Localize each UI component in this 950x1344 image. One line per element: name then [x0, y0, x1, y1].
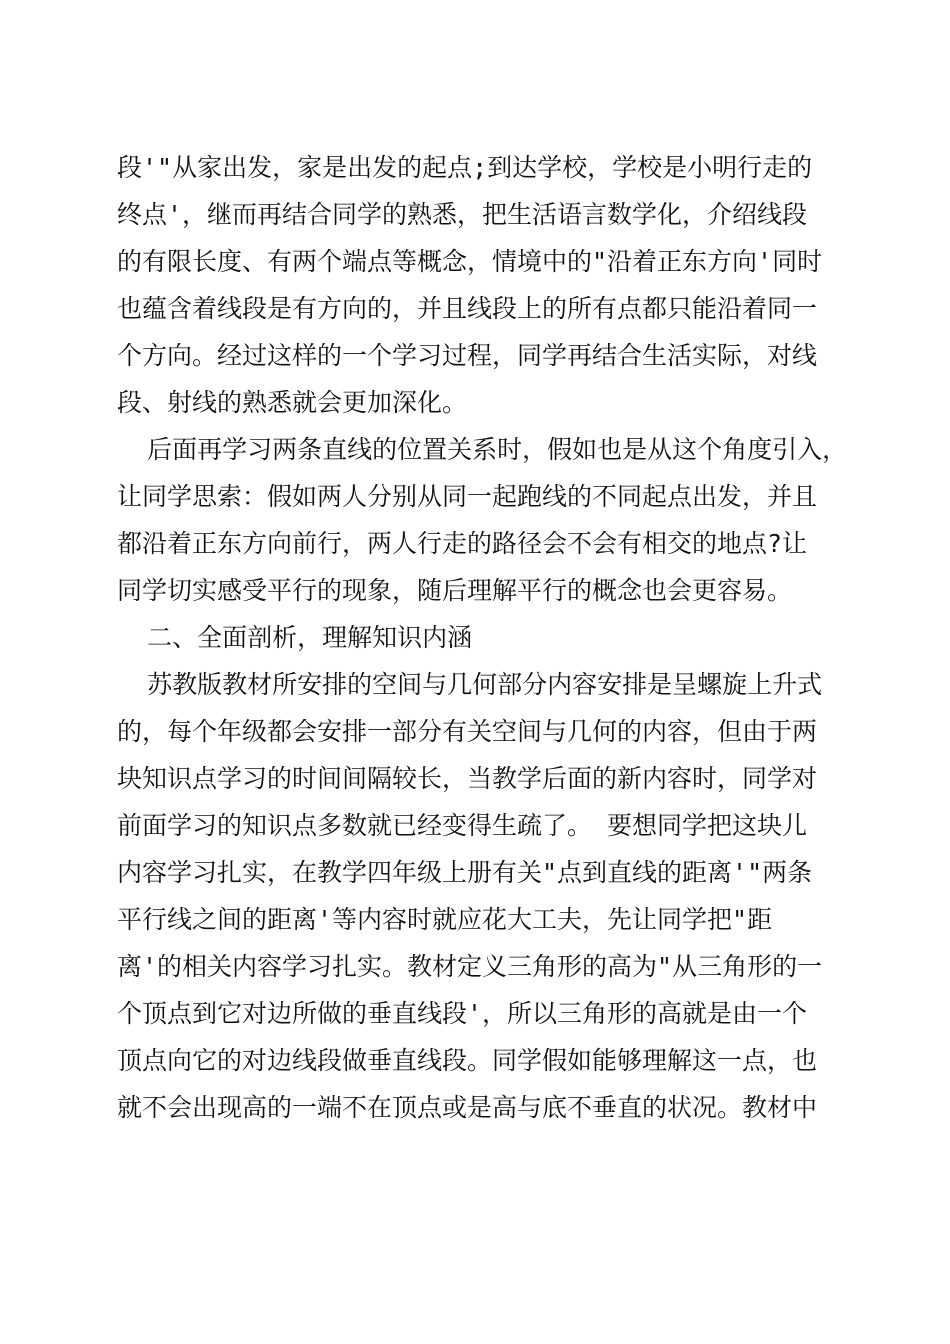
text-line: 的，每个年级都会安排一部分有关空间与几何的内容，但由于两 — [117, 717, 818, 746]
text-line: 都沿着正东方向前行，两人行走的路径会不会有相交的地点?让 — [117, 529, 808, 558]
body-text — [117, 144, 847, 1131]
section-heading: 二、全面剖析，理解知识内涵 — [117, 623, 473, 652]
text-line: 块知识点学习的时间间隔较长，当教学后面的新内容时，同学对 — [117, 764, 818, 793]
text-line: 段、射线的熟悉就会更加深化。 — [117, 388, 468, 417]
text-line: 平行线之间的距离'等内容时就应花大工夫，先让同学把"距 — [117, 905, 773, 934]
text-line: 的有限长度、有两个端点等概念，情境中的"沿着正东方向'同时 — [117, 247, 823, 276]
text-line: 同学切实感受平行的现象，随后理解平行的概念也会更容易。 — [117, 576, 793, 605]
text-line: 前面学习的知识点多数就已经变得生疏了。 要想同学把这块儿 — [117, 811, 808, 840]
text-line: 离'的相关内容学习扎实。教材定义三角形的高为"从三角形的一 — [117, 952, 823, 981]
paragraph-start-line: 后面再学习两条直线的位置关系时，假如也是从这个角度引入， — [117, 435, 848, 464]
text-line: 让同学思索：假如两人分别从同一起跑线的不同起点出发，并且 — [117, 482, 818, 511]
text-line: 个方向。经过这样的一个学习过程，同学再结合生活实际，对线 — [117, 341, 818, 370]
text-line: 就不会出现高的一端不在顶点或是高与底不垂直的状况。教材中 — [117, 1093, 818, 1122]
text-line: 也蕴含着线段是有方向的，并且线段上的所有点都只能沿着同一 — [117, 294, 818, 323]
text-line: 内容学习扎实，在教学四年级上册有关"点到直线的距离'"两条 — [117, 858, 813, 887]
text-line: 顶点向它的对边线段做垂直线段。同学假如能够理解这一点，也 — [117, 1046, 818, 1075]
paragraph-start-line: 苏教版教材所安排的空间与几何部分内容安排是呈螺旋上升式 — [117, 670, 823, 699]
text-line: 终点'，继而再结合同学的熟悉，把生活语言数学化，介绍线段 — [117, 200, 808, 229]
text-line: 段'"从家出发，家是出发的起点;到达学校，学校是小明行走的 — [117, 153, 813, 182]
text-line: 个顶点到它对边所做的垂直线段'，所以三角形的高就是由一个 — [117, 999, 808, 1028]
